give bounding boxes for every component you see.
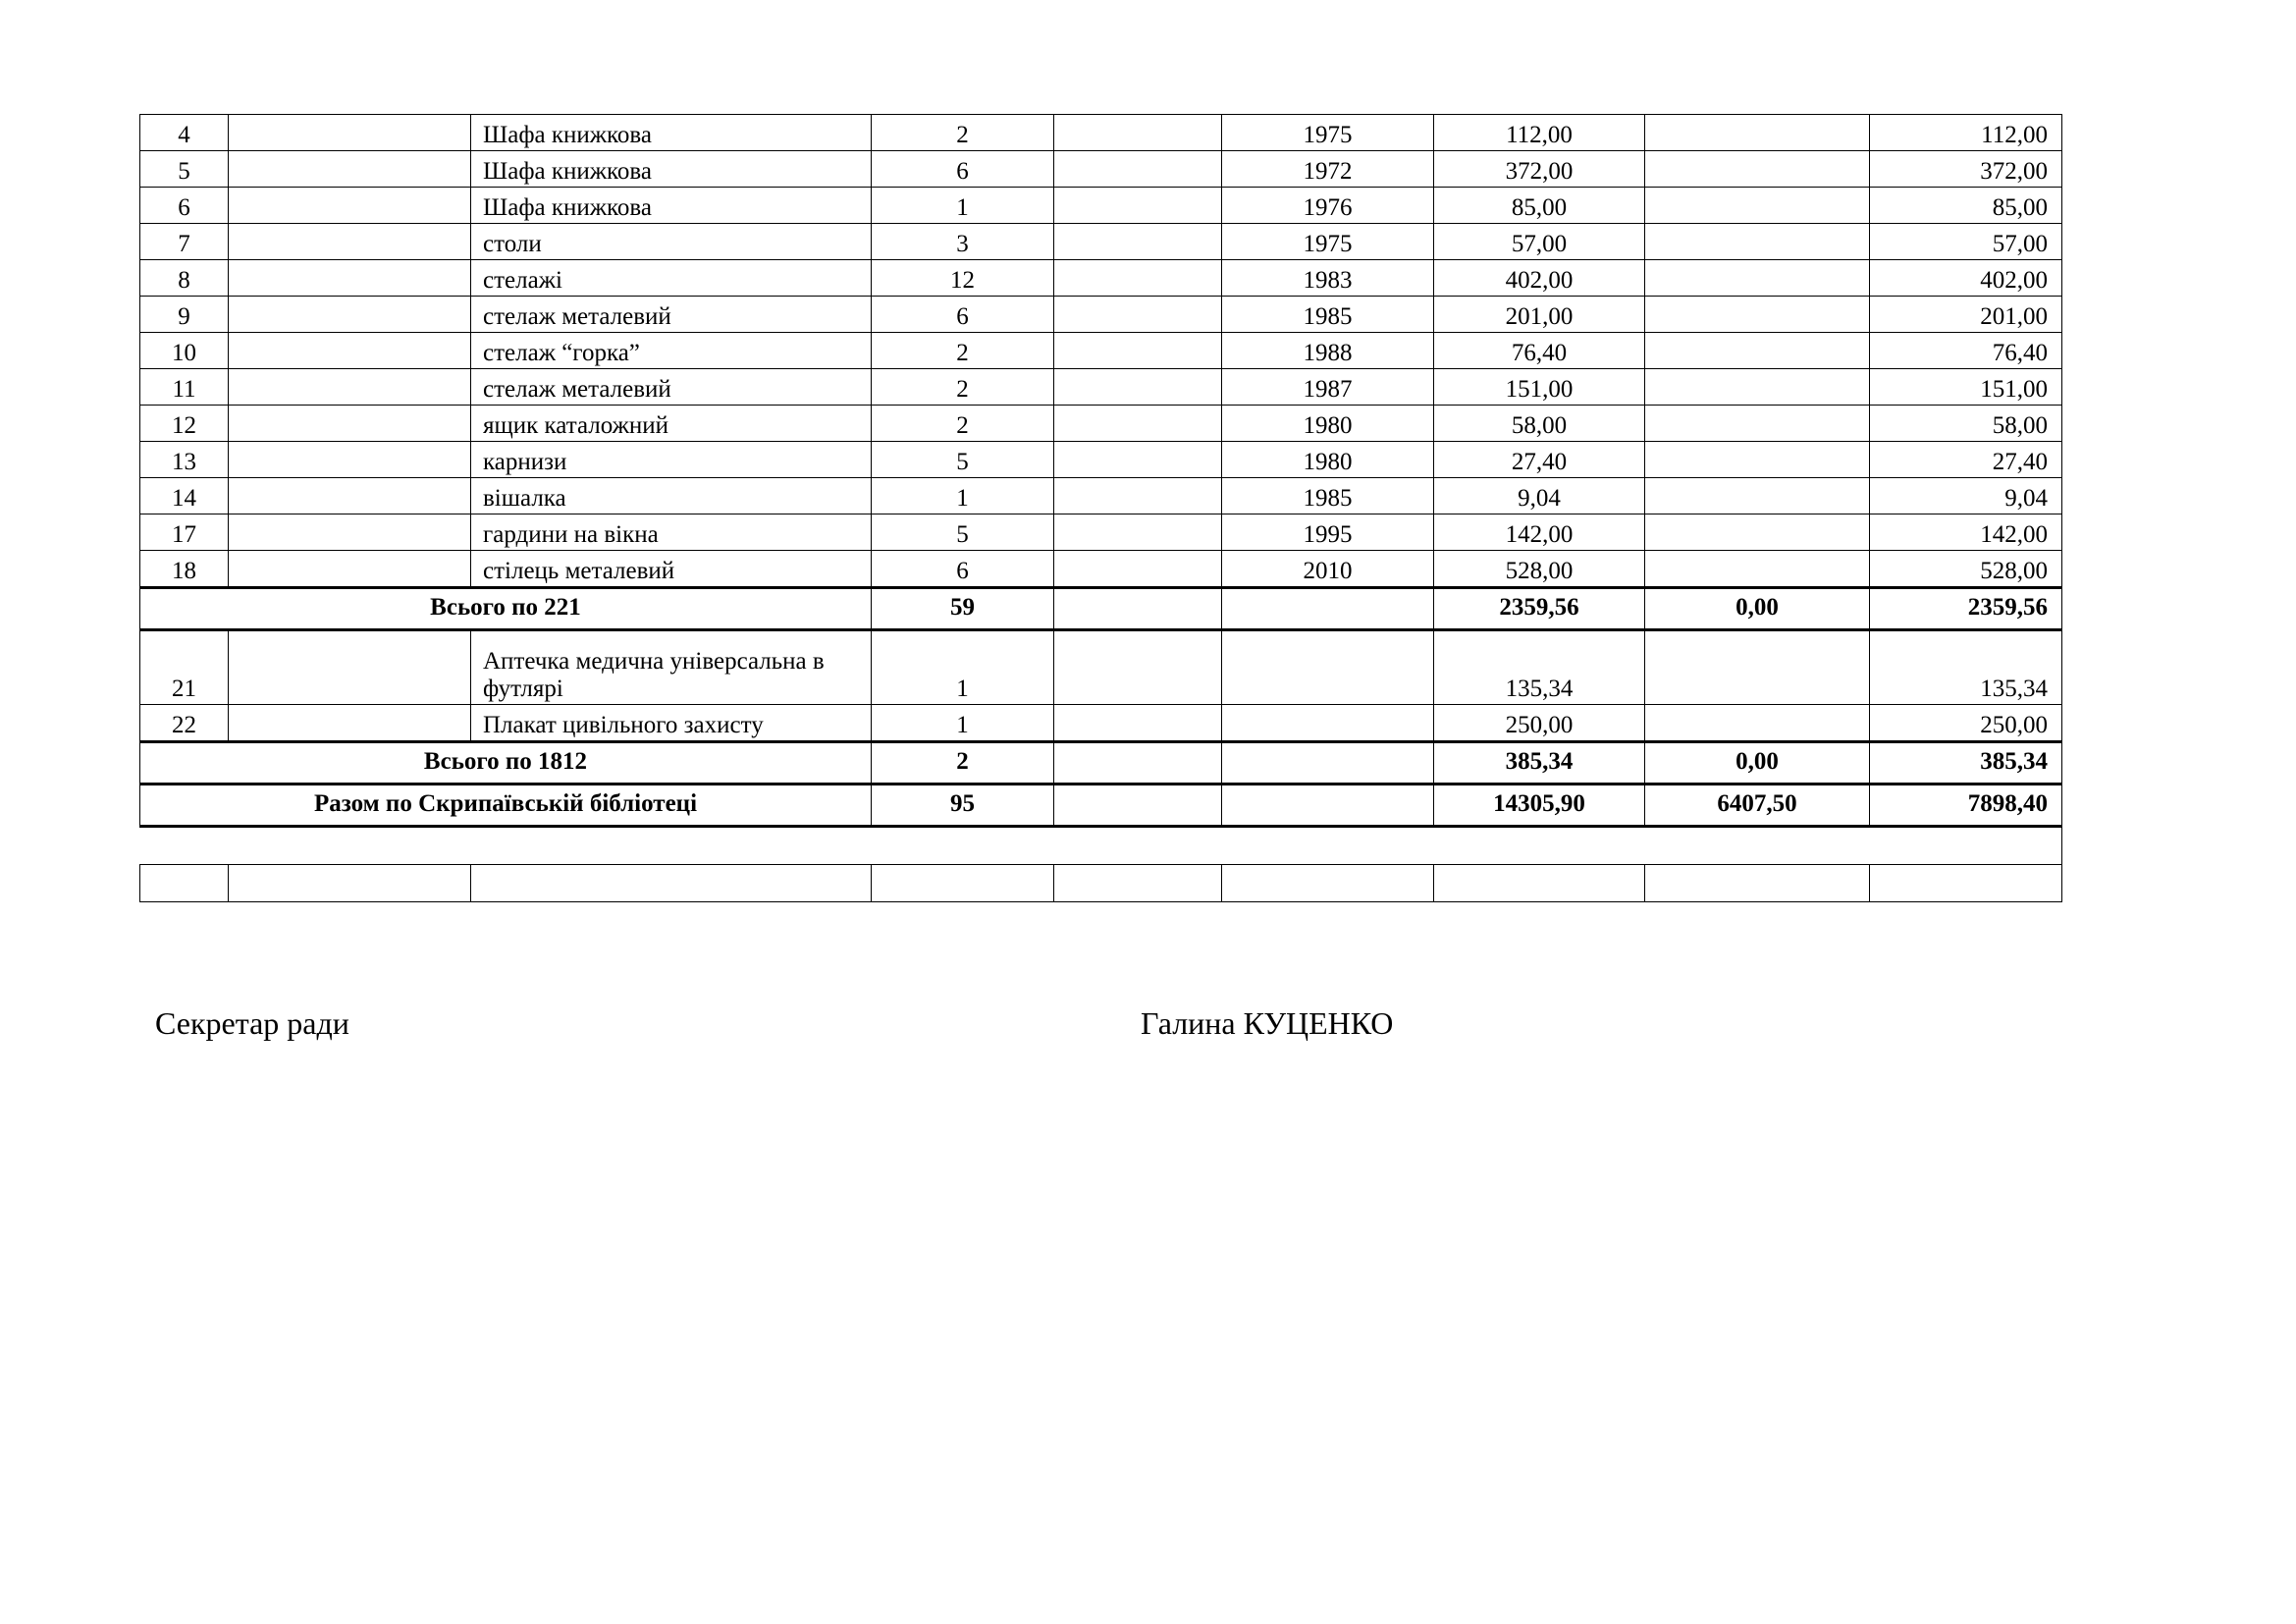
inventory-code-cell	[229, 333, 471, 369]
empty-cell	[1054, 297, 1222, 333]
inventory-code-cell	[229, 514, 471, 551]
item-name: Плакат цивільного захисту	[471, 705, 872, 742]
item-name: вішалка	[471, 478, 872, 514]
item-year: 1980	[1222, 406, 1434, 442]
inventory-code-cell	[229, 115, 471, 151]
item-residual: 201,00	[1870, 297, 2062, 333]
item-quantity: 12	[872, 260, 1054, 297]
item-name: стелажі	[471, 260, 872, 297]
item-wear	[1645, 224, 1870, 260]
grand-total-row	[140, 785, 2062, 827]
item-year: 1975	[1222, 224, 1434, 260]
subtotal-cost: 2359,56	[1434, 588, 1645, 630]
subtotal-residual: 385,34	[1870, 742, 2062, 785]
item-name: карнизи	[471, 442, 872, 478]
table-row	[140, 630, 2062, 705]
item-quantity: 6	[872, 297, 1054, 333]
table-row	[140, 406, 2062, 442]
signature-position: Секретар ради	[155, 1005, 349, 1041]
empty-cell	[1222, 742, 1434, 785]
row-number: 11	[140, 369, 229, 406]
item-wear	[1645, 406, 1870, 442]
empty-cell	[1054, 630, 1222, 705]
empty-cell	[1054, 406, 1222, 442]
item-cost: 142,00	[1434, 514, 1645, 551]
item-quantity: 2	[872, 333, 1054, 369]
item-cost: 58,00	[1434, 406, 1645, 442]
table-row	[140, 478, 2062, 514]
table-row	[140, 151, 2062, 188]
inventory-code-cell	[229, 224, 471, 260]
row-number: 12	[140, 406, 229, 442]
empty-cell	[1054, 705, 1222, 742]
item-wear	[1645, 369, 1870, 406]
item-quantity: 6	[872, 151, 1054, 188]
signature-name: Галина КУЦЕНКО	[1141, 1005, 1394, 1041]
item-name: стелаж “горка”	[471, 333, 872, 369]
empty-cell	[1222, 865, 1434, 902]
row-number: 21	[140, 630, 229, 705]
inventory-code-cell	[229, 369, 471, 406]
item-year: 1976	[1222, 188, 1434, 224]
item-quantity: 1	[872, 630, 1054, 705]
table-row	[140, 333, 2062, 369]
item-wear	[1645, 115, 1870, 151]
empty-cell	[1222, 785, 1434, 827]
item-name: столи	[471, 224, 872, 260]
empty-cell	[229, 865, 471, 902]
item-residual: 528,00	[1870, 551, 2062, 588]
item-residual: 135,34	[1870, 630, 2062, 705]
table-row	[140, 369, 2062, 406]
empty-cell	[471, 865, 872, 902]
empty-cell	[872, 865, 1054, 902]
item-residual: 112,00	[1870, 115, 2062, 151]
empty-cell	[1054, 224, 1222, 260]
item-wear	[1645, 297, 1870, 333]
inventory-code-cell	[229, 297, 471, 333]
inventory-code-cell	[229, 188, 471, 224]
item-wear	[1645, 151, 1870, 188]
table-row	[140, 442, 2062, 478]
item-year: 1995	[1222, 514, 1434, 551]
item-name: ящик каталожний	[471, 406, 872, 442]
item-cost: 528,00	[1434, 551, 1645, 588]
item-name: стілець металевий	[471, 551, 872, 588]
subtotal-row-221	[140, 588, 2062, 630]
item-wear	[1645, 514, 1870, 551]
rows-account-221	[140, 115, 2062, 902]
empty-cell	[1054, 785, 1222, 827]
item-cost: 85,00	[1434, 188, 1645, 224]
item-name: гардини на вікна	[471, 514, 872, 551]
item-name: Шафа книжкова	[471, 188, 872, 224]
item-residual: 27,40	[1870, 442, 2062, 478]
subtotal-label: Всього по 221	[140, 588, 872, 630]
item-quantity: 6	[872, 551, 1054, 588]
inventory-code-cell	[229, 478, 471, 514]
subtotal-quantity: 2	[872, 742, 1054, 785]
subtotal-row-1812	[140, 742, 2062, 785]
empty-cell	[1054, 115, 1222, 151]
item-cost: 372,00	[1434, 151, 1645, 188]
item-year: 1985	[1222, 297, 1434, 333]
item-cost: 250,00	[1434, 705, 1645, 742]
blank-merged-row	[140, 827, 2062, 865]
item-cost: 201,00	[1434, 297, 1645, 333]
item-year: 1985	[1222, 478, 1434, 514]
item-year: 1987	[1222, 369, 1434, 406]
item-quantity: 5	[872, 514, 1054, 551]
empty-cell	[1054, 442, 1222, 478]
table-row	[140, 115, 2062, 151]
item-name: Шафа книжкова	[471, 151, 872, 188]
empty-cell	[1645, 865, 1870, 902]
grand-total-label: Разом по Скрипаївській бібліотеці	[140, 785, 872, 827]
row-number: 5	[140, 151, 229, 188]
item-quantity: 3	[872, 224, 1054, 260]
subtotal-cost: 385,34	[1434, 742, 1645, 785]
item-wear	[1645, 333, 1870, 369]
row-number: 6	[140, 188, 229, 224]
row-number: 10	[140, 333, 229, 369]
item-residual: 402,00	[1870, 260, 2062, 297]
item-cost: 151,00	[1434, 369, 1645, 406]
row-number: 7	[140, 224, 229, 260]
table-row	[140, 514, 2062, 551]
item-quantity: 1	[872, 705, 1054, 742]
item-cost: 112,00	[1434, 115, 1645, 151]
empty-cell	[1054, 551, 1222, 588]
item-wear	[1645, 188, 1870, 224]
grand-total-cost: 14305,90	[1434, 785, 1645, 827]
empty-cell	[1054, 742, 1222, 785]
row-number: 17	[140, 514, 229, 551]
inventory-code-cell	[229, 551, 471, 588]
item-year	[1222, 705, 1434, 742]
item-wear	[1645, 260, 1870, 297]
row-number: 9	[140, 297, 229, 333]
item-cost: 9,04	[1434, 478, 1645, 514]
empty-cell	[1434, 865, 1645, 902]
item-wear	[1645, 442, 1870, 478]
item-quantity: 1	[872, 188, 1054, 224]
table-row	[140, 705, 2062, 742]
empty-cell	[1054, 333, 1222, 369]
row-number: 4	[140, 115, 229, 151]
item-name: стелаж металевий	[471, 369, 872, 406]
table-row	[140, 297, 2062, 333]
item-year: 1988	[1222, 333, 1434, 369]
item-residual: 142,00	[1870, 514, 2062, 551]
item-cost: 135,34	[1434, 630, 1645, 705]
row-number: 13	[140, 442, 229, 478]
item-quantity: 2	[872, 369, 1054, 406]
table-row	[140, 224, 2062, 260]
grand-total-wear: 6407,50	[1645, 785, 1870, 827]
inventory-code-cell	[229, 442, 471, 478]
item-wear	[1645, 478, 1870, 514]
item-cost: 402,00	[1434, 260, 1645, 297]
item-name: стелаж металевий	[471, 297, 872, 333]
item-residual: 58,00	[1870, 406, 2062, 442]
empty-cell	[1054, 865, 1222, 902]
subtotal-quantity: 59	[872, 588, 1054, 630]
item-quantity: 5	[872, 442, 1054, 478]
item-quantity: 1	[872, 478, 1054, 514]
row-number: 8	[140, 260, 229, 297]
empty-cell	[1222, 588, 1434, 630]
row-number: 22	[140, 705, 229, 742]
item-quantity: 2	[872, 115, 1054, 151]
subtotal-wear: 0,00	[1645, 742, 1870, 785]
item-cost: 76,40	[1434, 333, 1645, 369]
item-residual: 9,04	[1870, 478, 2062, 514]
empty-cell	[1054, 478, 1222, 514]
table-row	[140, 260, 2062, 297]
item-year: 1980	[1222, 442, 1434, 478]
empty-cell	[1054, 151, 1222, 188]
grand-total-quantity: 95	[872, 785, 1054, 827]
item-name: Аптечка медична універсальна в футлярі	[471, 630, 872, 705]
empty-cell	[1054, 188, 1222, 224]
inventory-code-cell	[229, 260, 471, 297]
subtotal-label: Всього по 1812	[140, 742, 872, 785]
item-year	[1222, 630, 1434, 705]
row-number: 14	[140, 478, 229, 514]
inventory-code-cell	[229, 630, 471, 705]
item-residual: 372,00	[1870, 151, 2062, 188]
item-residual: 57,00	[1870, 224, 2062, 260]
item-year: 2010	[1222, 551, 1434, 588]
item-residual: 250,00	[1870, 705, 2062, 742]
empty-cell	[1054, 369, 1222, 406]
subtotal-residual: 2359,56	[1870, 588, 2062, 630]
empty-cell	[1870, 865, 2062, 902]
item-residual: 151,00	[1870, 369, 2062, 406]
item-year: 1972	[1222, 151, 1434, 188]
inventory-table	[139, 114, 2062, 902]
blank-row	[140, 865, 2062, 902]
item-residual: 76,40	[1870, 333, 2062, 369]
table-row	[140, 551, 2062, 588]
item-cost: 27,40	[1434, 442, 1645, 478]
item-quantity: 2	[872, 406, 1054, 442]
table-row	[140, 188, 2062, 224]
inventory-code-cell	[229, 406, 471, 442]
item-wear	[1645, 630, 1870, 705]
inventory-code-cell	[229, 705, 471, 742]
empty-cell	[1054, 588, 1222, 630]
empty-cell	[1054, 260, 1222, 297]
empty-cell	[1054, 514, 1222, 551]
item-wear	[1645, 705, 1870, 742]
item-name: Шафа книжкова	[471, 115, 872, 151]
empty-cell	[140, 827, 2062, 865]
grand-total-residual: 7898,40	[1870, 785, 2062, 827]
item-cost: 57,00	[1434, 224, 1645, 260]
subtotal-wear: 0,00	[1645, 588, 1870, 630]
item-residual: 85,00	[1870, 188, 2062, 224]
item-wear	[1645, 551, 1870, 588]
item-year: 1983	[1222, 260, 1434, 297]
inventory-code-cell	[229, 151, 471, 188]
empty-cell	[140, 865, 229, 902]
item-year: 1975	[1222, 115, 1434, 151]
row-number: 18	[140, 551, 229, 588]
